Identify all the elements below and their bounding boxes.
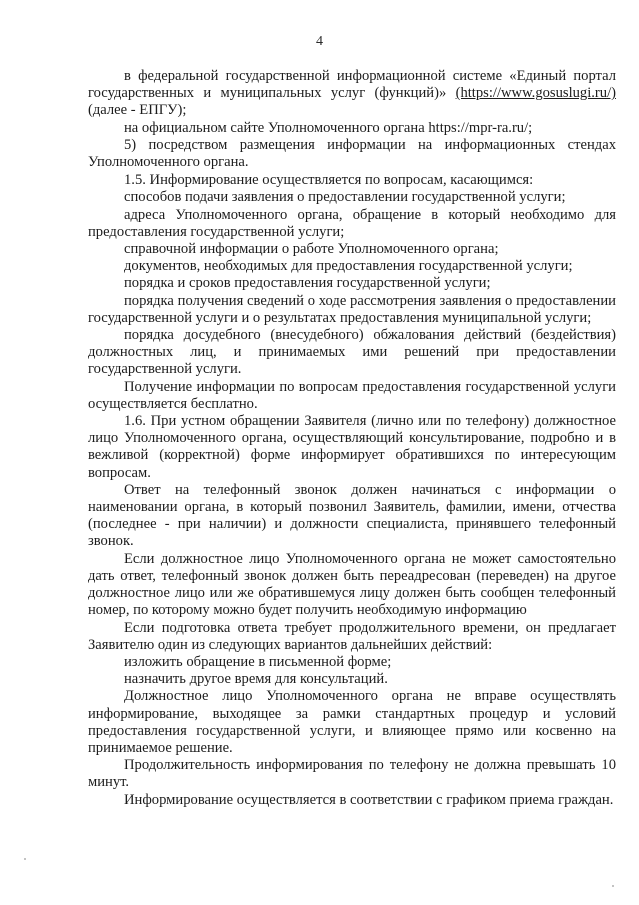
paragraph-epgu — [88, 68, 616, 120]
paragraph-free-info: Получение информации по вопросам предоставления государственной услуги осуществляется бесплатно. — [88, 378, 616, 412]
section-heading-1-5: 1.5. Информирование осуществляется по вопросам, касающимся: — [124, 172, 534, 189]
list-item: способов подачи заявления о предоставлении государственной услуги; — [124, 189, 566, 206]
scan-speck — [612, 885, 614, 887]
list-item: порядка и сроков предоставления государственной услуги; — [124, 275, 491, 292]
list-item: порядка получения сведений о ходе рассмотрения заявления о предоставлении государственной услуги и о результатах предоставления муниципальной услуги; — [88, 292, 616, 326]
page-number: 4 — [316, 34, 323, 49]
paragraph-text: в федеральной государственной информационной системе «Единый портал государственных и муниципальных услуг (функций)» — [88, 68, 616, 102]
paragraph-redirect: Если должностное лицо Уполномоченного органа не может самостоятельно дать ответ, телефонный звонок должен быть переадресован (переведен) на другое должностное лицо или же обратившемуся лицу должен быть сообщен телефонный номер, по которому можно будет получить необходимую информацию — [88, 550, 616, 619]
list-item: назначить другое время для консультаций. — [124, 671, 388, 688]
paragraph-text: (далее - ЕПГУ); — [88, 102, 187, 119]
list-item: адреса Уполномоченного органа, обращение в который необходимо для предоставления государственной услуги; — [88, 206, 616, 240]
document-body — [88, 68, 616, 809]
gosuslugi-link[interactable]: (https://www.gosuslugi.ru/) — [455, 85, 616, 102]
paragraph-schedule: Информирование осуществляется в соответствии с графиком приема граждан. — [124, 791, 614, 808]
scan-speck — [24, 858, 26, 860]
paragraph-restriction: Должностное лицо Уполномоченного органа не вправе осуществлять информирование, выходящее за рамки стандартных процедур и условий предоставления государственной услуги, и влияющее прямо или косвенно на принимаемое решение. — [88, 688, 616, 756]
section-heading-1-6: 1.6. При устном обращении Заявителя (лично или по телефону) должностное лицо Уполномоченного органа, осуществляющий консультирование, подробно и в вежливой (корректной) форме информирует обратившихся по интересующим вопросам. — [88, 413, 616, 481]
list-item: порядка досудебного (внесудебного) обжалования действий (бездействия) должностных лиц, и принимаемых ими решений при предоставлении государственной услуги. — [88, 327, 616, 378]
paragraph-official-site: на официальном сайте Уполномоченного органа https://mpr-ra.ru/; — [124, 119, 533, 136]
list-item: документов, необходимых для предоставления государственной услуги; — [124, 258, 573, 275]
paragraph-duration: Продолжительность информирования по телефону не должна превышать 10 минут. — [88, 757, 616, 791]
paragraph-phone-answer: Ответ на телефонный звонок должен начинаться с информации о наименовании органа, в который позвонил Заявитель, фамилии, имени, отчества (последнее - при наличии) и должности специалиста, принявшего телефонный звонок. — [88, 481, 616, 550]
paragraph-info-stands: 5) посредством размещения информации на информационных стендах Уполномоченного органа. — [88, 136, 616, 171]
paragraph-long-answer: Если подготовка ответа требует продолжительного времени, он предлагает Заявителю один из следующих вариантов дальнейших действий: — [88, 619, 616, 653]
list-item: справочной информации о работе Уполномоченного органа; — [124, 241, 499, 258]
list-item: изложить обращение в письменной форме; — [124, 653, 392, 670]
